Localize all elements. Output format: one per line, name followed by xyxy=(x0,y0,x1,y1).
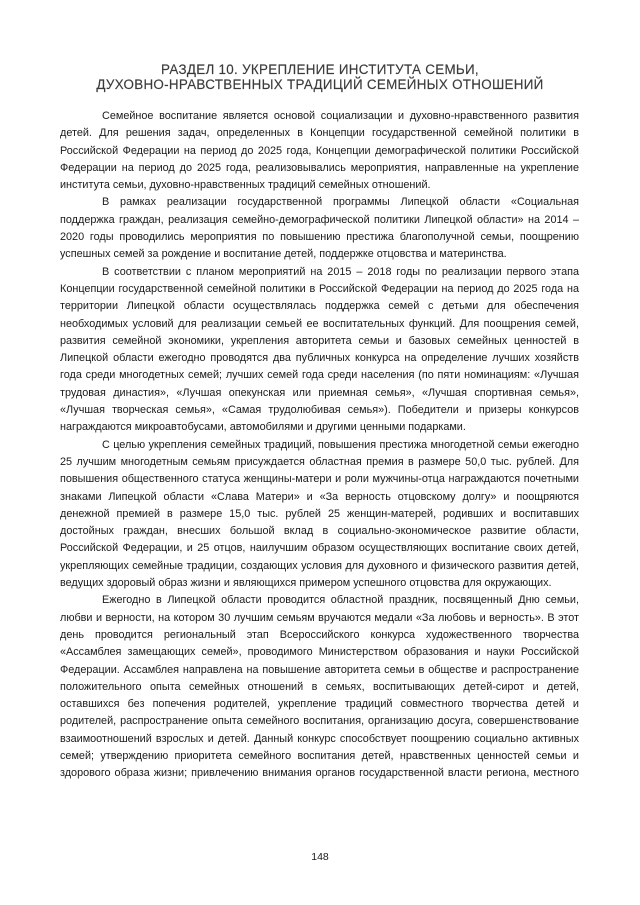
section-heading-line-2: ДУХОВНО-НРАВСТВЕННЫХ ТРАДИЦИЙ СЕМЕЙНЫХ ОТНОШЕНИЙ xyxy=(96,77,544,92)
paragraph-contests: В соответствии с планом мероприятий на 2015 – 2018 годы по реализации первого этапа Концепции государственной семейной политики в Российской Федерации на период до 2025 года на территории Липецкой области осуществлялась поддержка семей с детьми для обеспечения необходимых условий для реализации семьей ее воспитательных функций. Для поощрения семей, развития семейной экономики, укрепления авторитета семьи и базовых семейных ценностей в Липецкой области ежегодно проводятся два публичных конкурса на определение лучших хозяйств года среди многодетных семей; лучших семей года среди населения (по пяти номинациям: «Лучшая трудовая династия», «Лучшая опекунская или приемная семья», «Лучшая спортивная семья», «Лучшая творческая семья», «Самая трудолюбивая семья»). Победители и призеры конкурсов награждаются микроавтобусами, автомобилями и другими ценными подарками. xyxy=(60,265,579,434)
paragraph-state-program: В рамках реализации государственной программы Липецкой области «Социальная поддержка граждан, реализация семейно-демографической политики Липецкой области» на 2014 – 2020 годы проводились мероприятия по повышению престижа благополучной семьи, поощрению успешных семей за рождение и воспитание детей, поддержке отцовства и материнства. xyxy=(60,196,579,261)
paragraph-family-upbringing: Семейное воспитание является основой социализации и духовно-нравственного развития детей. Для решения задач, определенных в Концепции государственной семейной политики в Российской Федерации на период до 2025 года, Концепции демографической политики Российской Федерации на период до 2025 года, реализовывались мероприятия, направленные на укрепление института семьи, духовно-нравственных традиций семейных отношений. xyxy=(60,110,579,192)
section-heading xyxy=(60,62,580,92)
body-text xyxy=(60,108,579,783)
paragraph-family-day: Ежегодно в Липецкой области проводится областной праздник, посвященный Дню семьи, любви и верности, на котором 30 лучшим семьям вручаются медали «За любовь и верность». В этот день проводится региональный этап Всероссийского конкурса художественного творчества «Ассамблея замещающих семей», проводимого Министерством образования и науки Российской Федерации. Ассамблея направлена на повышение авторитета семьи в обществе и распространение положительного опыта семейных отношений в семьях, воспитывающих детей-сирот и детей, оставшихся без попечения родителей, укрепление традиций совместного творчества детей и родителей, распространение опыта семейного воспитания, организацию досуга, совершенствование взаимоотношений взрослых и детей. Данный конкурс способствует поощрению социально активных семей; утверждению приоритета семейного воспитания детей, нравственных ценностей семьи и здорового образа жизни; привлечению внимания органов государственной власти региона, местного xyxy=(60,594,579,780)
paragraph-awards: С целью укрепления семейных традиций, повышения престижа многодетной семьи ежегодно 25 лучшим многодетным семьям присуждается областная премия в размере 50,0 тыс. рублей. Для повышения общественного статуса женщины-матери и роли мужчины-отца награждаются почетными знаками Липецкой области «Слава Матери» и «За верность отцовскому долгу» и поощряются денежной премией в размере 15,0 тыс. рублей 25 женщин-матерей, родивших и воспитавших достойных граждан, внесших большой вклад в социально-экономическое развитие области, Российской Федерации, и 25 отцов, наилучшим образом осуществляющих воспитание своих детей, укрепляющих семейные традиции, создающих условия для духовного и физического развития детей, ведущих здоровый образ жизни и являющихся примером успешного отцовства для окружающих. xyxy=(60,438,579,590)
section-heading-line-1: РАЗДЕЛ 10. УКРЕПЛЕНИЕ ИНСТИТУТА СЕМЬИ, xyxy=(161,62,479,77)
page-number: 148 xyxy=(311,851,329,863)
